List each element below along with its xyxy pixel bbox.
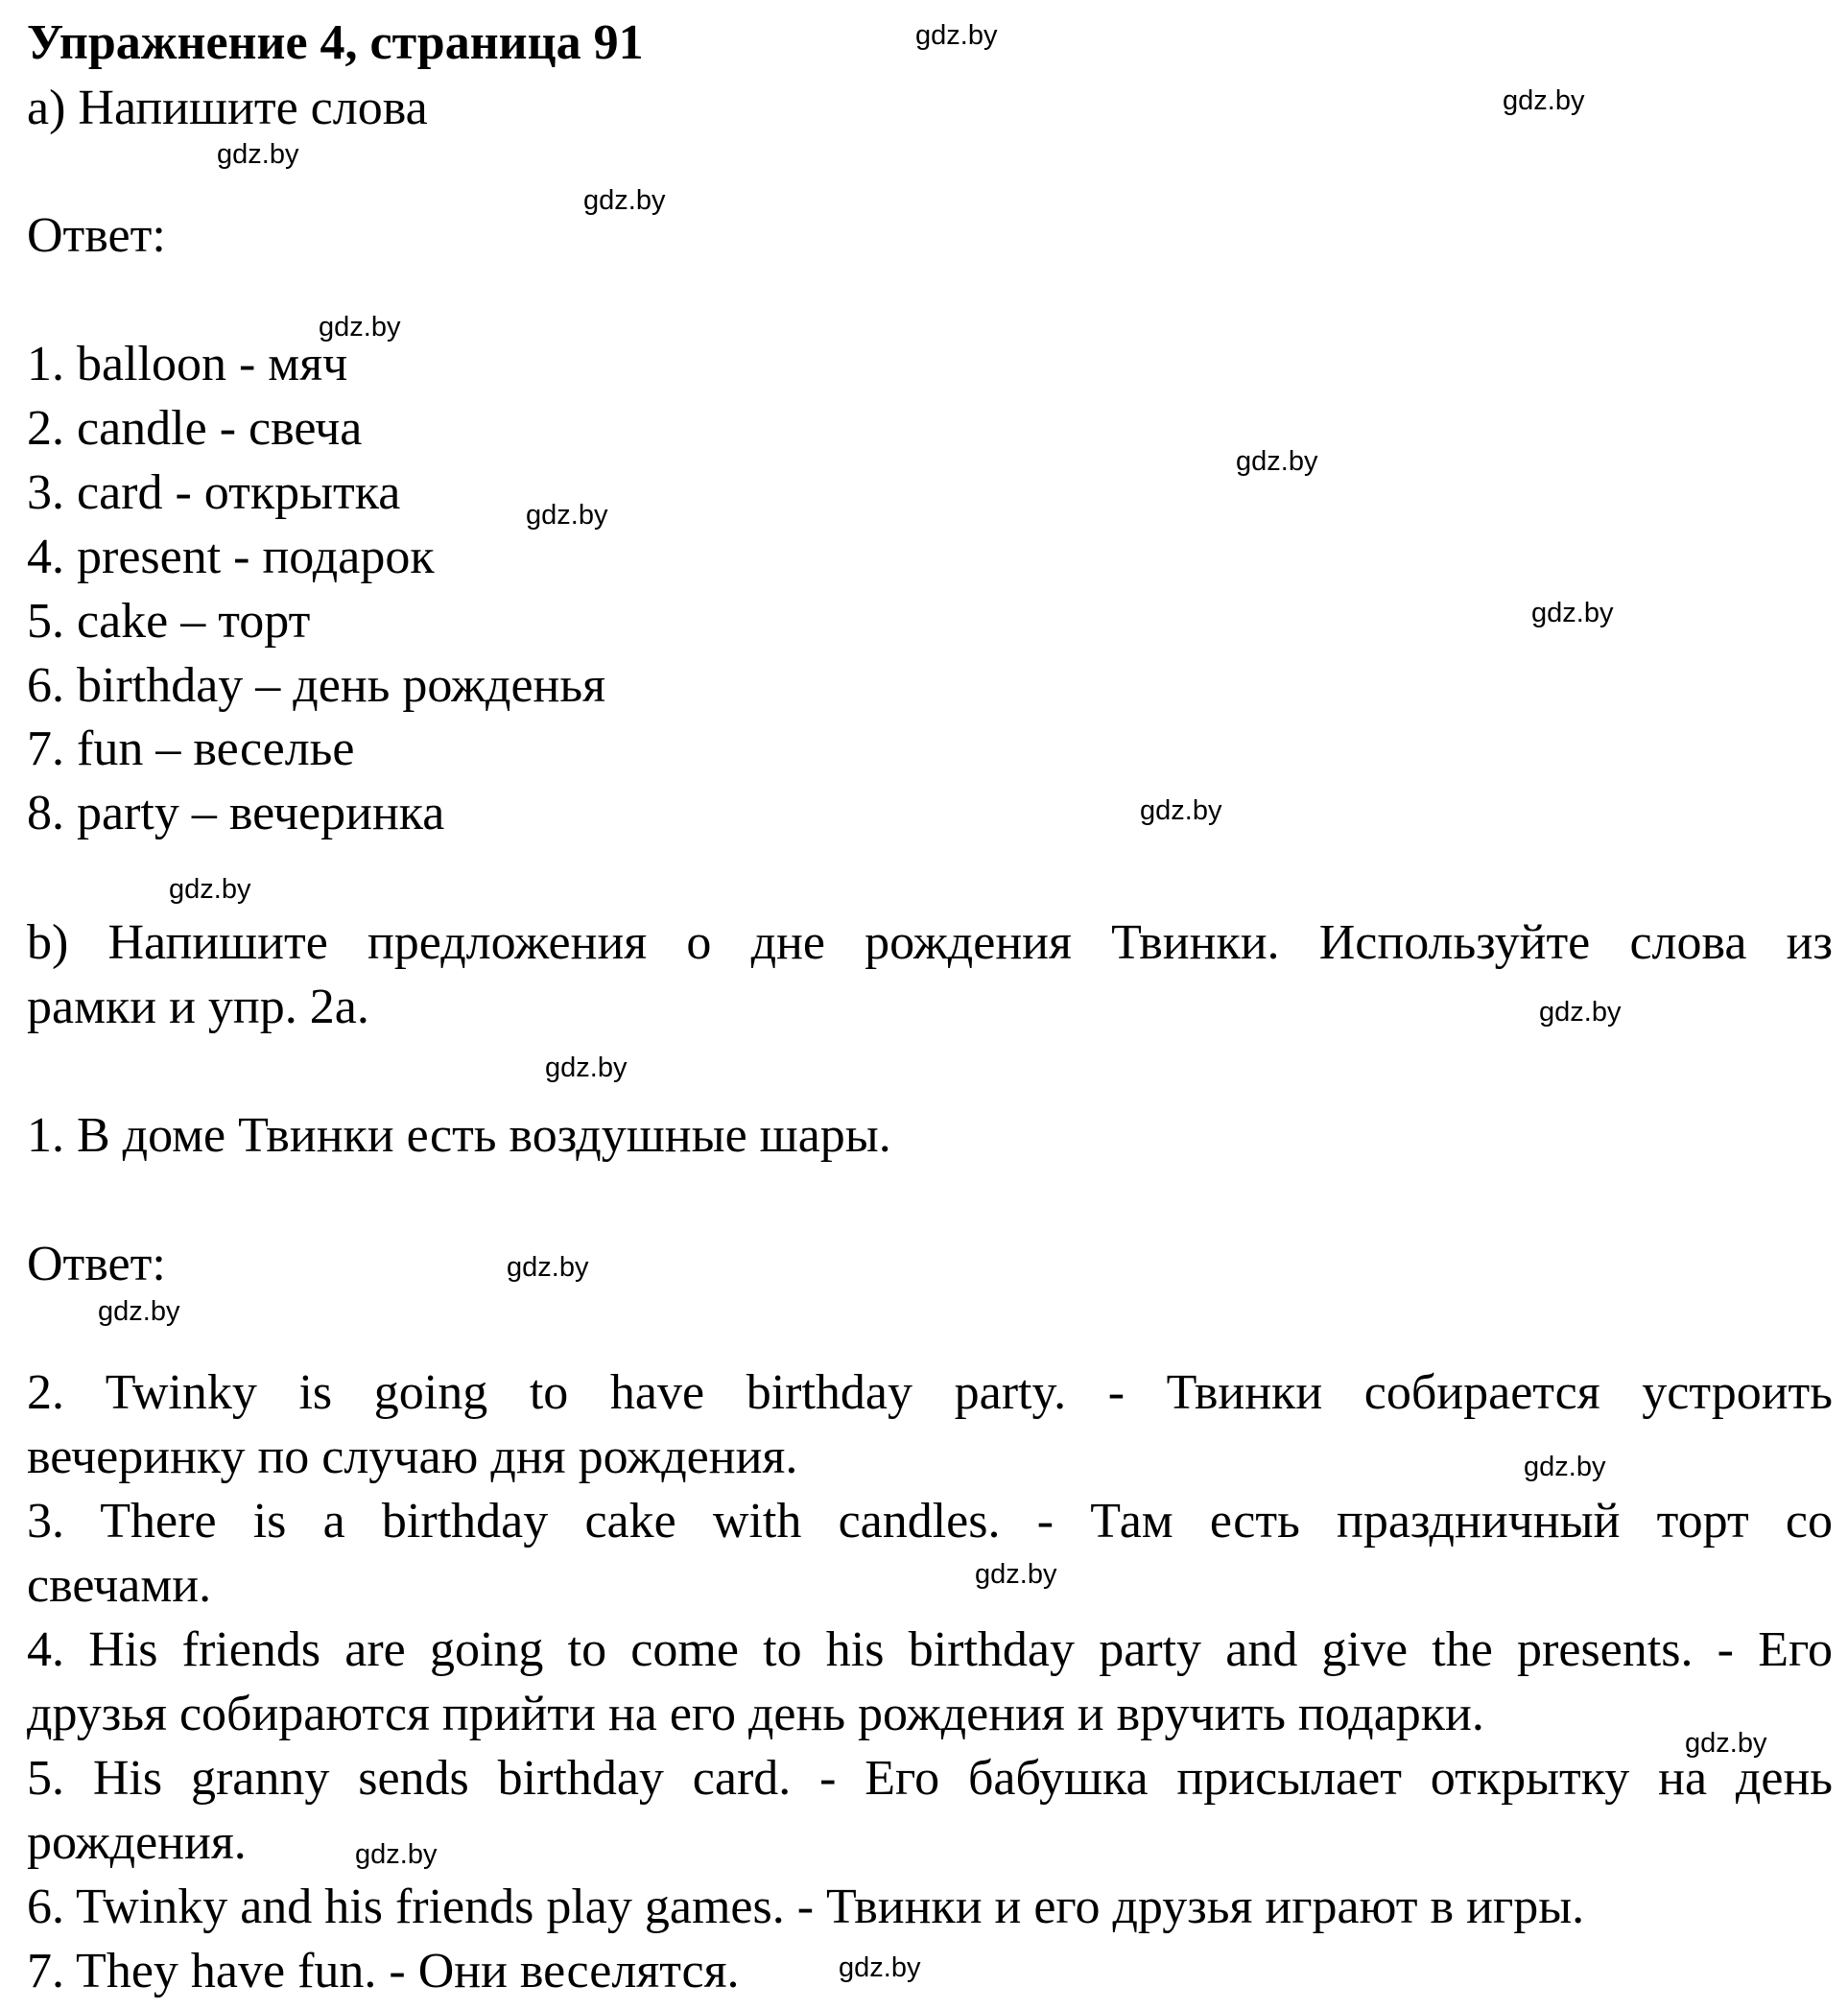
answer-line: рождения. — [27, 1815, 247, 1870]
answer-line: вечеринку по случаю дня рождения. — [27, 1430, 798, 1484]
answer-label-b: Ответ: — [27, 1237, 166, 1291]
watermark: gdz.by — [545, 1052, 628, 1083]
word-item: 6. birthday – день рожденья — [27, 658, 606, 713]
word-item: 5. cake – торт — [27, 594, 311, 649]
answer-line: 5. His granny sends birthday card. - Его бабушка присылает открытку на день — [27, 1751, 1833, 1806]
word-item: 7. fun – веселье — [27, 721, 355, 776]
answer-line: 6. Twinky and his friends play games. - Твинки и его друзья играют в игры. — [27, 1880, 1585, 1934]
watermark: gdz.by — [839, 1952, 921, 1983]
task-b-line: b) Напишите предложения о дне рождения Твинки. Используйте слова из — [27, 915, 1833, 970]
watermark: gdz.by — [1524, 1452, 1606, 1482]
watermark: gdz.by — [1503, 85, 1585, 116]
watermark: gdz.by — [1236, 446, 1318, 477]
answer-line: 2. Twinky is going to have birthday party. - Твинки собирается устроить — [27, 1365, 1833, 1420]
task-a: a) Напишите слова — [27, 81, 428, 135]
word-item: 8. party – вечеринка — [27, 786, 445, 840]
watermark: gdz.by — [1531, 598, 1614, 628]
watermark: gdz.by — [1539, 997, 1622, 1028]
watermark: gdz.by — [507, 1252, 589, 1283]
watermark: gdz.by — [319, 312, 401, 343]
watermark: gdz.by — [1140, 795, 1222, 826]
answer-line: 3. There is a birthday cake with candles. - Там есть праздничный торт со — [27, 1494, 1833, 1549]
answer-line: 7. They have fun. - Они веселятся. — [27, 1944, 740, 1998]
watermark: gdz.by — [975, 1559, 1057, 1590]
answer-line: свечами. — [27, 1558, 212, 1613]
word-item: 2. candle - свеча — [27, 401, 363, 456]
word-item: 3. card - открытка — [27, 465, 401, 520]
answer-line: друзья собираются прийти на его день рождения и вручить подарки. — [27, 1687, 1484, 1741]
word-item: 1. balloon - мяч — [27, 337, 348, 391]
watermark: gdz.by — [1685, 1728, 1767, 1759]
watermark: gdz.by — [915, 20, 998, 51]
task-b-line: рамки и упр. 2a. — [27, 980, 369, 1034]
watermark: gdz.by — [583, 185, 666, 216]
answer-label-a: Ответ: — [27, 208, 166, 263]
watermark: gdz.by — [355, 1839, 438, 1870]
answer-line: 4. His friends are going to come to his birthday party and give the presents. - Его — [27, 1622, 1833, 1677]
watermark: gdz.by — [98, 1296, 180, 1327]
watermark: gdz.by — [169, 874, 251, 905]
example-sentence: 1. В доме Твинки есть воздушные шары. — [27, 1108, 891, 1163]
watermark: gdz.by — [217, 139, 299, 170]
watermark: gdz.by — [526, 500, 608, 531]
word-item: 4. present - подарок — [27, 530, 435, 584]
page-title: Упражнение 4, страница 91 — [27, 15, 644, 70]
